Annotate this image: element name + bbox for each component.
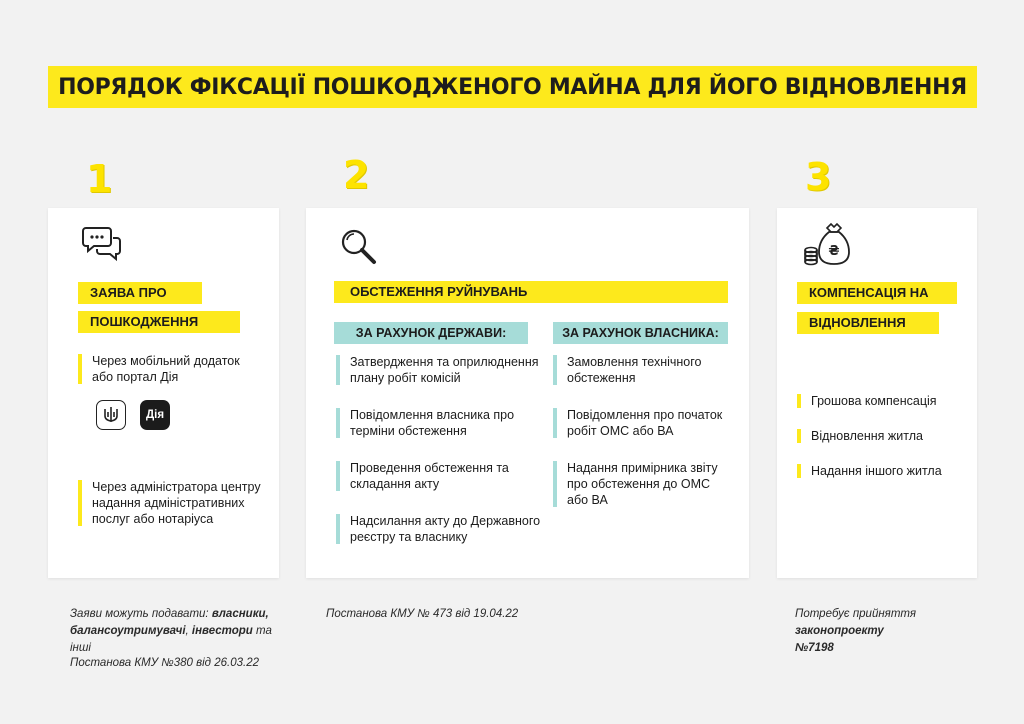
title-banner bbox=[48, 66, 977, 108]
step-number-3: 3 bbox=[805, 155, 832, 199]
state-item: Надсилання акту до Державного реєстру та власнику bbox=[336, 513, 550, 545]
state-item: Проведення обстеження та складання акту bbox=[336, 460, 550, 492]
footnote-applicants: Заяви можуть подавати: власники, балансоутримувачі, інвестори та інші bbox=[70, 608, 272, 654]
compensation-item: Відновлення житла bbox=[797, 428, 981, 444]
application-item-administrator: Через адміністратора центру надання адміністративних послуг або нотаріуса bbox=[78, 479, 282, 527]
compensation-item: Грошова компенсація bbox=[797, 393, 981, 409]
state-expense-label: ЗА РАХУНОК ДЕРЖАВИ: bbox=[334, 322, 528, 344]
state-item: Повідомлення власника про терміни обстеження bbox=[336, 407, 550, 439]
application-heading-line1: ЗАЯВА ПРО bbox=[78, 282, 202, 304]
owner-item: Повідомлення про початок робіт ОМС або ВА bbox=[553, 407, 747, 439]
step-card-application bbox=[48, 208, 279, 578]
owner-item: Надання примірника звіту про обстеження до ОМС або ВА bbox=[553, 460, 747, 508]
diia-app-icon: Дія bbox=[140, 400, 170, 430]
compensation-heading-line1: КОМПЕНСАЦІЯ НА bbox=[797, 282, 957, 304]
step-number-2: 2 bbox=[343, 153, 370, 197]
step-card-inspection bbox=[306, 208, 749, 578]
owner-item: Замовлення технічного обстеження bbox=[553, 354, 747, 386]
page-title: ПОРЯДОК ФІКСАЦІЇ ПОШКОДЖЕНОГО МАЙНА ДЛЯ ЙОГО ВІДНОВЛЕННЯ bbox=[58, 74, 967, 100]
application-heading-line2: ПОШКОДЖЕННЯ bbox=[78, 311, 240, 333]
footnote-decree-380: Постанова КМУ №380 від 26.03.22 bbox=[70, 657, 260, 669]
svg-text:₴: ₴ bbox=[828, 244, 840, 259]
step-number-1: 1 bbox=[86, 157, 113, 201]
footnote-decree-473: Постанова КМУ № 473 від 19.04.22 bbox=[326, 608, 519, 620]
step-card-compensation bbox=[777, 208, 977, 578]
application-item-diia: Через мобільний додаток або портал Дія bbox=[78, 353, 272, 385]
compensation-item: Надання іншого житла bbox=[797, 463, 981, 479]
compensation-heading-line2: ВІДНОВЛЕННЯ bbox=[797, 312, 939, 334]
money-bag-icon bbox=[803, 222, 851, 268]
inspection-heading: ОБСТЕЖЕННЯ РУЙНУВАНЬ bbox=[334, 281, 728, 303]
magnifier-icon bbox=[338, 226, 380, 268]
owner-expense-label: ЗА РАХУНОК ВЛАСНИКА: bbox=[553, 322, 728, 344]
chat-bubbles-icon bbox=[82, 224, 124, 262]
footnote-bill-7198: Потребує прийняття законопроекту №7198 bbox=[795, 608, 916, 654]
trident-icon bbox=[96, 400, 126, 430]
state-item: Затвердження та оприлюднення плану робіт комісій bbox=[336, 354, 550, 386]
